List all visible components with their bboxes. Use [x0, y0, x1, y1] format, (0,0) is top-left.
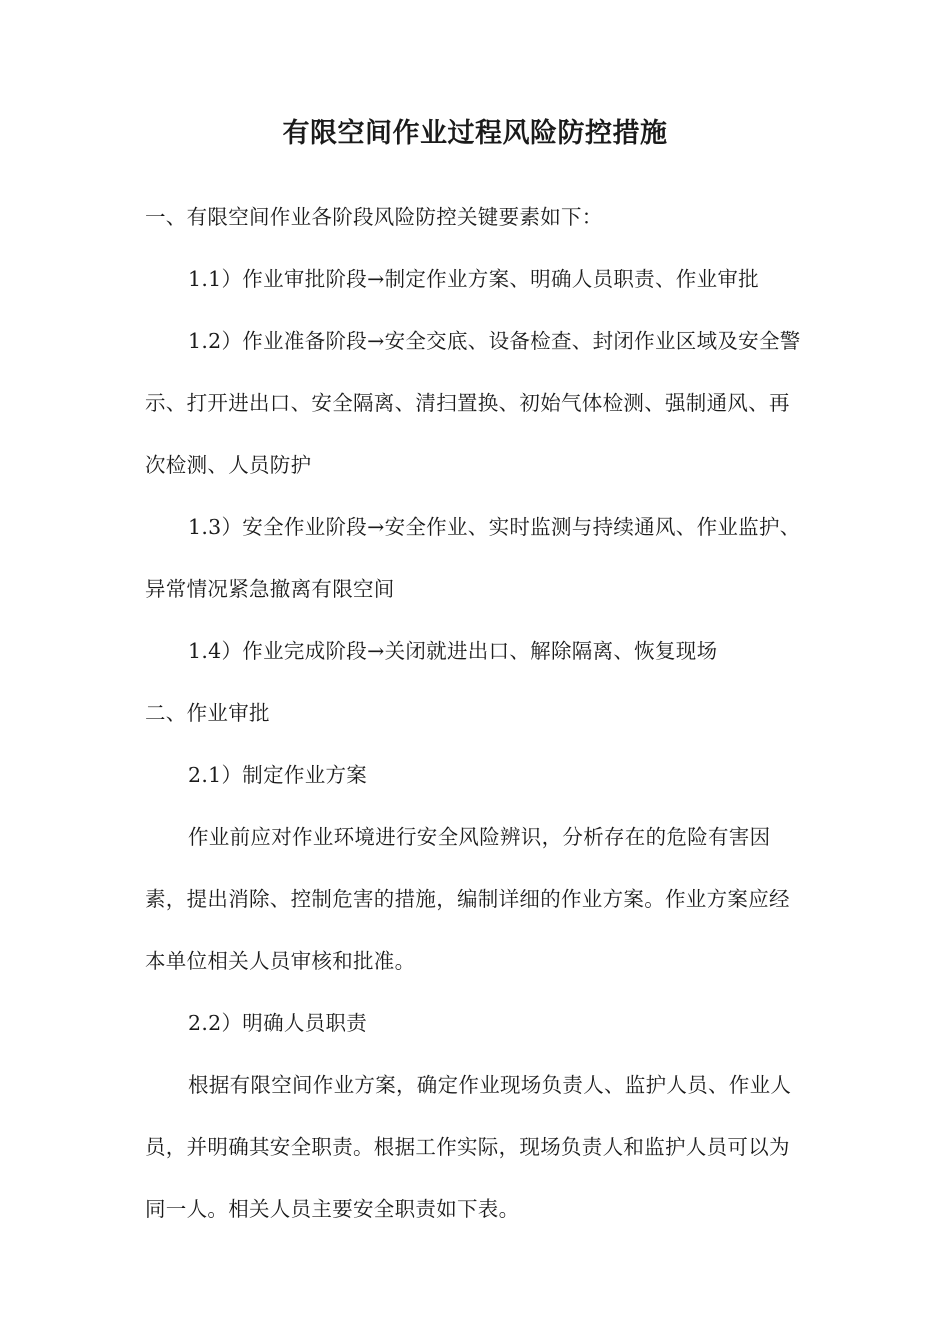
body-paragraph: 作业前应对作业环境进行安全风险辨识，分析存在的危险有害因素，提出消除、控制危害的措施，编制详细的作业方案。作业方案应经本单位相关人员审核和批准。: [145, 825, 790, 973]
subsection-heading: 2.1）制定作业方案: [188, 763, 368, 787]
document-title: 有限空间作业过程风险防控措施: [282, 118, 668, 149]
document-body: [145, 186, 809, 1240]
section-heading: 二、作业审批: [145, 701, 270, 725]
list-item: 1.4）作业完成阶段→关闭就进出口、解除隔离、恢复现场: [188, 639, 718, 663]
body-paragraph: 根据有限空间作业方案，确定作业现场负责人、监护人员、作业人员，并明确其安全职责。根据工作实际，现场负责人和监护人员可以为同一人。相关人员主要安全职责如下表。: [145, 1073, 792, 1221]
list-item: 1.3）安全作业阶段→安全作业、实时监测与持续通风、作业监护、异常情况紧急撤离有限空间: [145, 515, 801, 601]
subsection-heading: 2.2）明确人员职责: [188, 1011, 368, 1035]
list-item: 1.1）作业审批阶段→制定作业方案、明确人员职责、作业审批: [188, 267, 759, 291]
section-heading: 一、有限空间作业各阶段风险防控关键要素如下：: [145, 205, 603, 229]
list-item: 1.2）作业准备阶段→安全交底、设备检查、封闭作业区域及安全警示、打开进出口、安全隔离、清扫置换、初始气体检测、强制通风、再次检测、人员防护: [145, 329, 801, 477]
